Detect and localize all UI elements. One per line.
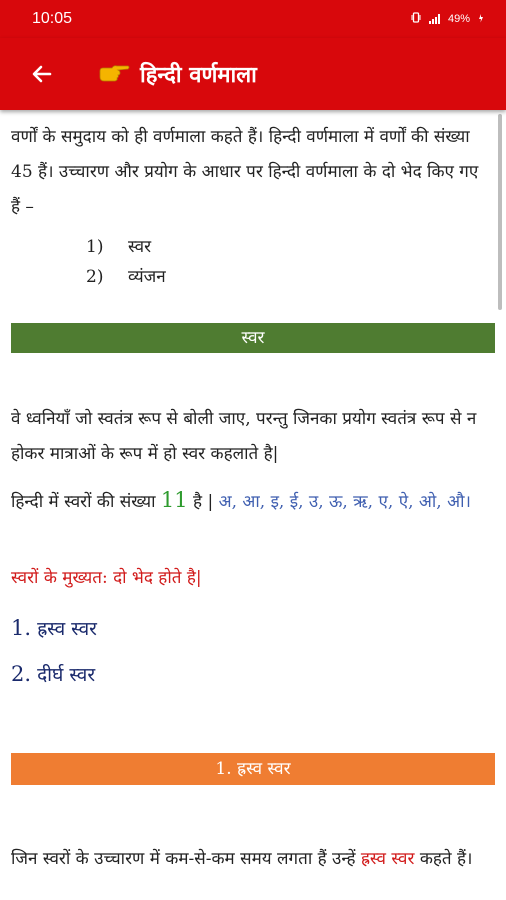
page-title [98,59,257,89]
swar-count: 11 [160,488,188,512]
intro-list [86,232,166,292]
list-item-number: 1) [86,237,104,257]
battery-icon [478,13,484,26]
swar-count-paragraph [0,483,495,520]
swar-types-title: स्वरों के मुख्यत: दो भेद होते है| [11,568,202,588]
hrasva-definition-prefix: जिन स्वरों के उच्चारण में कम-से-कम समय लगता हैं उन्हें [11,849,356,869]
list-item-label: व्यंजन [128,267,166,287]
swar-type-label: ह्रस्व स्वर [37,618,97,640]
content-scroll[interactable] [0,110,506,900]
back-button[interactable] [24,56,60,92]
swar-type-number: 2. [11,662,32,686]
swar-type-item [11,615,97,641]
intro-paragraph: वर्णों के समुदाय को ही वर्णमाला कहते हैं। हिन्दी वर्णमाला में वर्णों की संख्या 45 हैं। उच्चारण और प्रयोग के आधार पर हिन्दी वर्णमाला के दो भेद किए गए हैं – [11,127,479,217]
section-heading-swar: स्वर [11,323,495,353]
back-arrow-icon [30,62,54,86]
list-item-label: स्वर [128,237,152,257]
scrollbar[interactable] [498,114,502,310]
app-bar [0,38,506,110]
hrasva-definition-suffix: कहते हैं। [419,849,473,869]
swar-count-prefix: हिन्दी में स्वरों की संख्या [11,492,156,512]
hrasva-definition [0,842,495,877]
page-title-text: हिन्दी वर्णमाला [140,63,257,88]
swar-count-suffix: है | [193,492,214,512]
pointing-hand-icon [98,63,130,85]
swar-type-item [11,661,95,687]
battery-text: 49% [447,13,470,25]
vowel-list: अ, आ, इ, ई, उ, ऊ, ऋ, ए, ऐ, ओ, औ। [218,492,471,512]
swar-definition: वे ध्वनियाँ जो स्वतंत्र रूप से बोली जाए, परन्तु जिनका प्रयोग स्वतंत्र रूप से न होकर मात्राओं के रूप में हो स्वर कहलाते है| [11,409,477,464]
signal-icon [429,14,440,24]
section-heading-hrasva: 1. ह्रस्व स्वर [11,753,495,785]
hrasva-term: ह्रस्व स्वर [360,849,415,869]
list-item-number: 2) [86,267,104,287]
list-item [86,232,166,262]
swar-type-number: 1. [11,616,32,640]
status-bar [0,0,506,38]
list-item [86,262,166,292]
swar-type-label: दीर्घ स्वर [37,664,96,686]
vibrate-icon [411,12,421,26]
status-time: 10:05 [32,10,73,27]
status-icons [411,12,484,26]
